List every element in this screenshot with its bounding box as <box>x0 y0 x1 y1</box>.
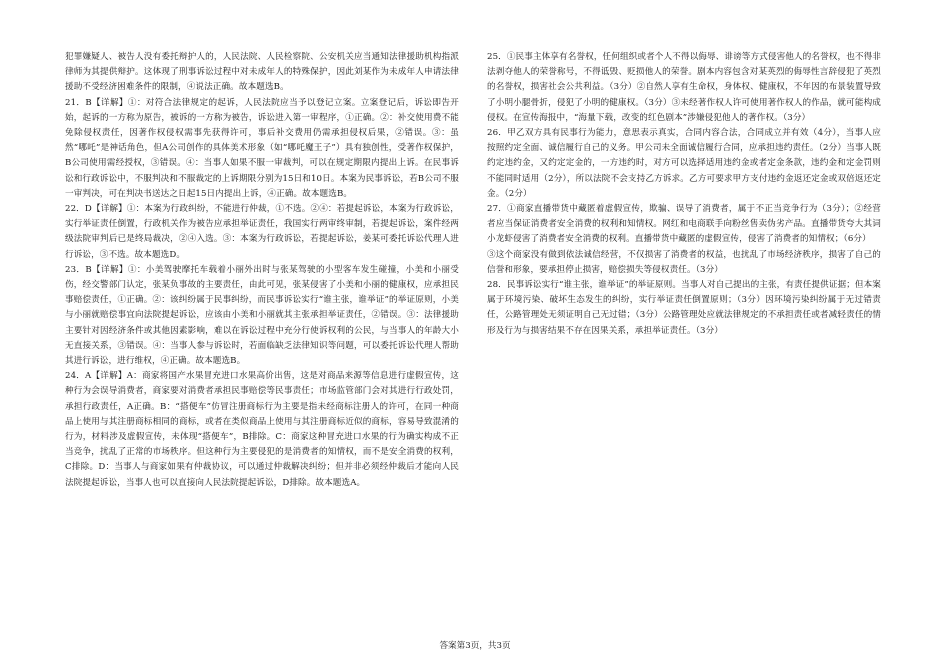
paragraph-answer-27-part1: 27．①商家直播带货中藏匿着虚假宣传，欺骗、误导了消费者，属于不正当竞争行为（3分）；②经营者应当保证消费者安全消费的权利和知情权。网红和电商联手向粉丝售卖伪劣产品。直播带货夸大其词小龙虾侵害了消费者安全消费的权利。直播带货中藏匿的虚假宣传，侵害了消费者的知情权；（6分） <box>487 204 881 245</box>
paragraph-answer-25: 25．①民事主体享有名誉权，任何组织或者个人不得以侮辱、诽谤等方式侵害他人的名誉权，也不得非法剥夺他人的荣誉称号，不得诋毁、贬损他人的荣誉。剧本内容包含对某英烈的侮辱性言辞侵犯了英烈的名誉权，损害社会公共利益。（3分）②自然人享有生命权，身体权、健康权，不年因的布景装置导致了小明小腿骨折，侵犯了小明的健康权。（3分）③未经著作权人许可使用著作权人的作品，就可能构成侵权。在宣传海报中，“海量下载，改变的红色剧本”涉嫌侵犯他人的著作权。（3分） <box>487 52 881 123</box>
left-column <box>65 50 459 491</box>
paragraph-answer-22: 22．D【详解】①：本案为行政纠纷，不能进行仲裁，①不选。②④：若提起诉讼，本案为行政诉讼，实行举证责任倒置，行政机关作为被告应承担举证责任，我国实行两审终审制，若提起诉讼，案件经两级法院审判后已是终局裁决，②④入选。③：本案为行政诉讼，若提起诉讼，姜某可委托诉讼代理人进行诉讼，③不选。故本题选D。 <box>65 204 459 260</box>
paragraph-answer-24: 24．A【详解】A：商家将国产水果冒充进口水果高价出售，这是对商品来源等信息进行虚假宣传，这种行为会误导消费者，商家要对消费者承担民事赔偿等民事责任；市场监管部门会对其进行行政处罚，承担行政责任，A正确。B：“搭便车”仿冒注册商标行为主要是指未经商标注册人的许可，在同一种商品上使用与其注册商标相同的商标，或者在类似商品上使用与其注册商标近似的商标，容易导致混淆的行为，材料涉及虚假宣传，未体现“搭便车”，B排除。C：商家这种冒充进口水果的行为确实构成不正当竞争，扰乱了正常的市场秩序。但这种行为主要侵犯的是消费者的知情权，而不是安全消费的权利，C排除。D：当事人与商家如果有仲裁协议，可以通过仲裁解决纠纷；但并非必须经仲裁后才能向人民法院提起诉讼，当事人也可以直接向人民法院提起诉讼，D排除。故本题选A。 <box>65 371 459 488</box>
paragraph-continuation-20: 犯罪嫌疑人、被告人没有委托辩护人的，人民法院、人民检察院、公安机关应当通知法律援助机构指派律师为其提供辩护。这体现了刑事诉讼过程中对未成年人的特殊保护，因此刘某作为未成年人申请法律援助不受经济困难条件的限制，④说法正确。故本题选B。 <box>65 52 459 93</box>
page-footer: 答案第3页，共3页 <box>439 641 511 651</box>
right-column <box>487 50 881 339</box>
paragraph-answer-28: 28．民事诉讼实行“谁主张，谁举证”的举证原则。当事人对自己提出的主张，有责任提供证据；但本案属于环境污染、破坏生态发生的纠纷，实行举证责任倒置原则；（3分）因环境污染纠纷属于无过错责任，公路管理处无须证明自己无过错；（3分）公路管理处应就法律规定的不承担责任或者减轻责任的情形及行为与损害结果不存在因果关系，承担举证责任。（3分） <box>487 280 881 336</box>
paragraph-answer-26: 26．甲乙双方具有民事行为能力，意思表示真实，合同内容合法，合同成立并有效（4分），当事人应按照约定全面、诚信履行自己的义务。甲公司未全面诚信履行合同，应承担违约责任。（2分）当事人既约定违约金，又约定定金的，一方违约时，对方可以选择适用违约金或者定金条款，违约金和定金罚则不能同时适用（2分），所以法院不会支持乙方诉求。乙方可要求甲方支付违约金返还定金或双倍返还定金。（2分） <box>487 128 881 199</box>
paragraph-answer-21: 21．B【详解】①：对符合法律规定的起诉，人民法院应当予以登记立案。立案登记后，诉讼即告开始，起诉的一方称为原告，被诉的一方称为被告，诉讼进入第一审程序，①正确。②：补交使用费不能免除侵权责任，因著作权侵权需事先获得许可，事后补交费用仍需承担侵权后果，②错误。③：虽然“哪吒”是神话角色，但A公司创作的具体美术形象（如“哪吒魔王子”）具有独创性，受著作权保护，B公司使用需经授权，③错误。④：当事人如果不服一审裁判，可以在规定期限内提出上诉。在民事诉讼和行政诉讼中，不服判决和不服裁定的上诉期限分别为15日和10日。本案为民事诉讼，若B公司不服一审判决，可在判决书送达之日起15日内提出上诉，④正确。故本题选B。 <box>65 97 459 199</box>
paragraph-answer-27-part2: ③这个商家没有做到依法诚信经营，不仅损害了消费者的权益，也扰乱了市场经济秩序，损害了自己的信誉和形象，要承担停止损害，赔偿损失等侵权责任。（3分） <box>487 249 881 275</box>
paragraph-answer-23: 23．B【详解】①：小美驾驶摩托车载着小丽外出时与张某驾驶的小型客车发生碰撞，小美和小丽受伤，经交警部门认定，张某负事故的主要责任，由此可见，张某侵害了小美和小丽的健康权，应承担民事赔偿责任，①正确。②：该纠纷属于民事纠纷，而民事诉讼实行“谁主张，谁举证”的举证原则，小美与小丽就赔偿事宜向法院提起诉讼，应该由小美和小丽就其主张承担举证责任，②错误。③：法律援助主要针对因经济条件或其他因素影响，难以在诉讼过程中充分行使诉权利的公民，与当事人的年龄大小无直接关系，③错误。④：当事人参与诉讼时，若面临缺乏法律知识等问题，可以委托诉讼代理人帮助其进行诉讼，进行维权，④正确。故本题选B。 <box>65 264 459 367</box>
